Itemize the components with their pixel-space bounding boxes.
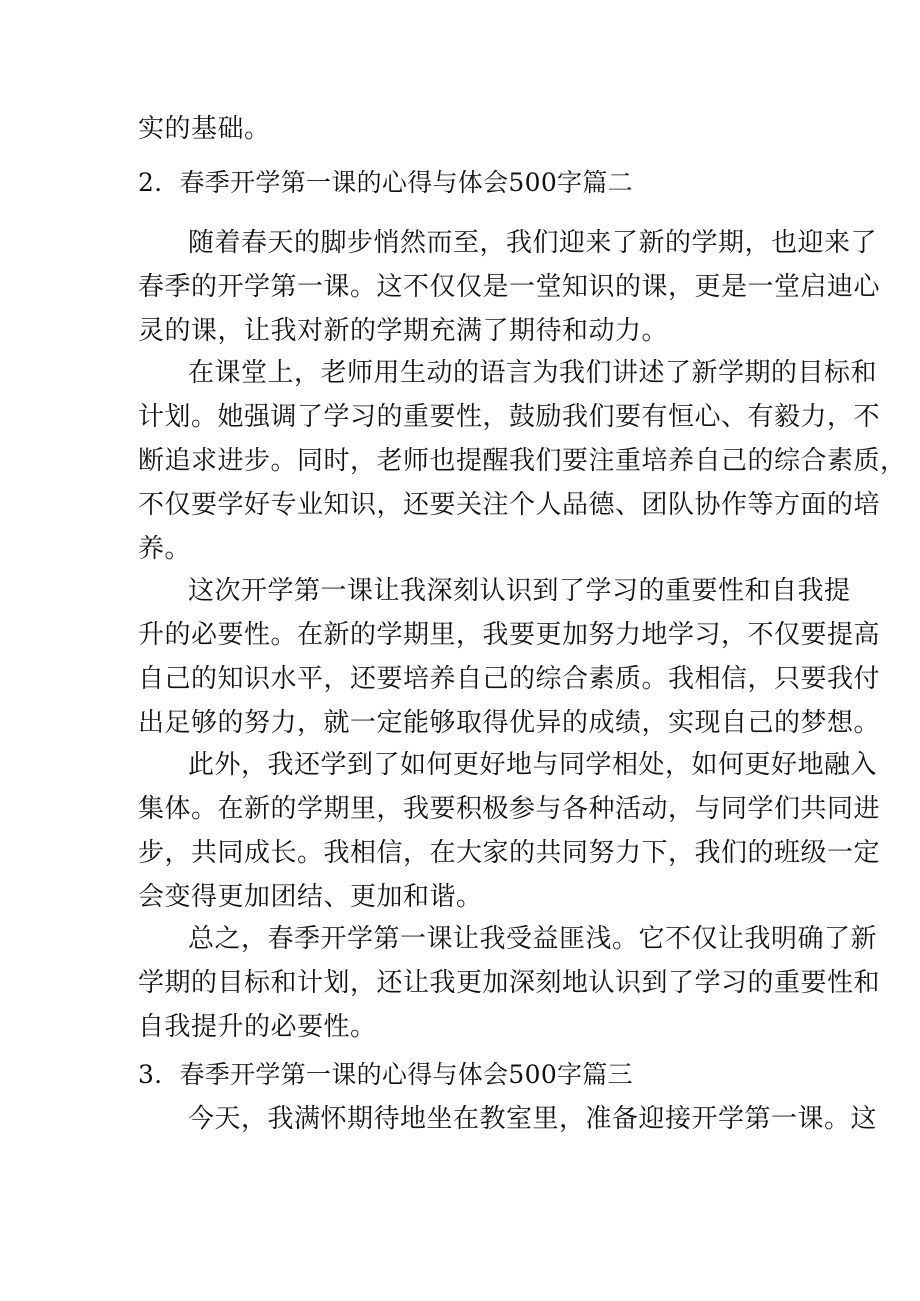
- paragraph-line: 今天，我满怀期待地坐在教室里，准备迎接开学第一课。这: [188, 1104, 878, 1134]
- paragraph-line: 升的必要性。在新的学期里，我要更加努力地学习，不仅要提高: [138, 620, 881, 650]
- paragraph-line: 步，共同成长。我相信，在大家的共同努力下，我们的班级一定: [138, 838, 881, 868]
- paragraph-line: 灵的课，让我对新的学期充满了期待和动力。: [138, 316, 669, 346]
- paragraph-line: 自我提升的必要性。: [138, 1012, 377, 1042]
- section-heading-3: 3．春季开学第一课的心得与体会500字篇三: [138, 1060, 633, 1089]
- paragraph-line: 实的基础。: [138, 114, 271, 144]
- paragraph-line: 计划。她强调了学习的重要性，鼓励我们要有恒心、有毅力，不: [138, 402, 881, 432]
- paragraph-line: 会变得更加团结、更加和谐。: [138, 882, 483, 912]
- paragraph-line: 总之，春季开学第一课让我受益匪浅。它不仅让我明确了新: [188, 924, 878, 954]
- paragraph-line: 这次开学第一课让我深刻认识到了学习的重要性和自我提: [188, 576, 851, 606]
- paragraph-line: 养。: [138, 534, 192, 564]
- paragraph-line: 随着春天的脚步悄然而至，我们迎来了新的学期，也迎来了: [188, 228, 878, 258]
- section-heading-2: 2．春季开学第一课的心得与体会500字篇二: [138, 168, 633, 197]
- paragraph-line: 出足够的努力，就一定能够取得优异的成绩，实现自己的梦想。: [138, 708, 881, 738]
- paragraph-line: 在课堂上，老师用生动的语言为我们讲述了新学期的目标和: [188, 358, 878, 388]
- paragraph-line: 断追求进步。同时，老师也提醒我们要注重培养自己的综合素质，: [138, 446, 907, 476]
- paragraph-line: 春季的开学第一课。这不仅仅是一堂知识的课，更是一堂启迪心: [138, 272, 881, 302]
- paragraph-line: 不仅要学好专业知识，还要关注个人品德、团队协作等方面的培: [138, 490, 881, 520]
- paragraph-line: 此外，我还学到了如何更好地与同学相处，如何更好地融入: [188, 750, 878, 780]
- paragraph-line: 集体。在新的学期里，我要积极参与各种活动，与同学们共同进: [138, 794, 881, 824]
- paragraph-line: 自己的知识水平，还要培养自己的综合素质。我相信，只要我付: [138, 664, 881, 694]
- paragraph-line: 学期的目标和计划，还让我更加深刻地认识到了学习的重要性和: [138, 968, 881, 998]
